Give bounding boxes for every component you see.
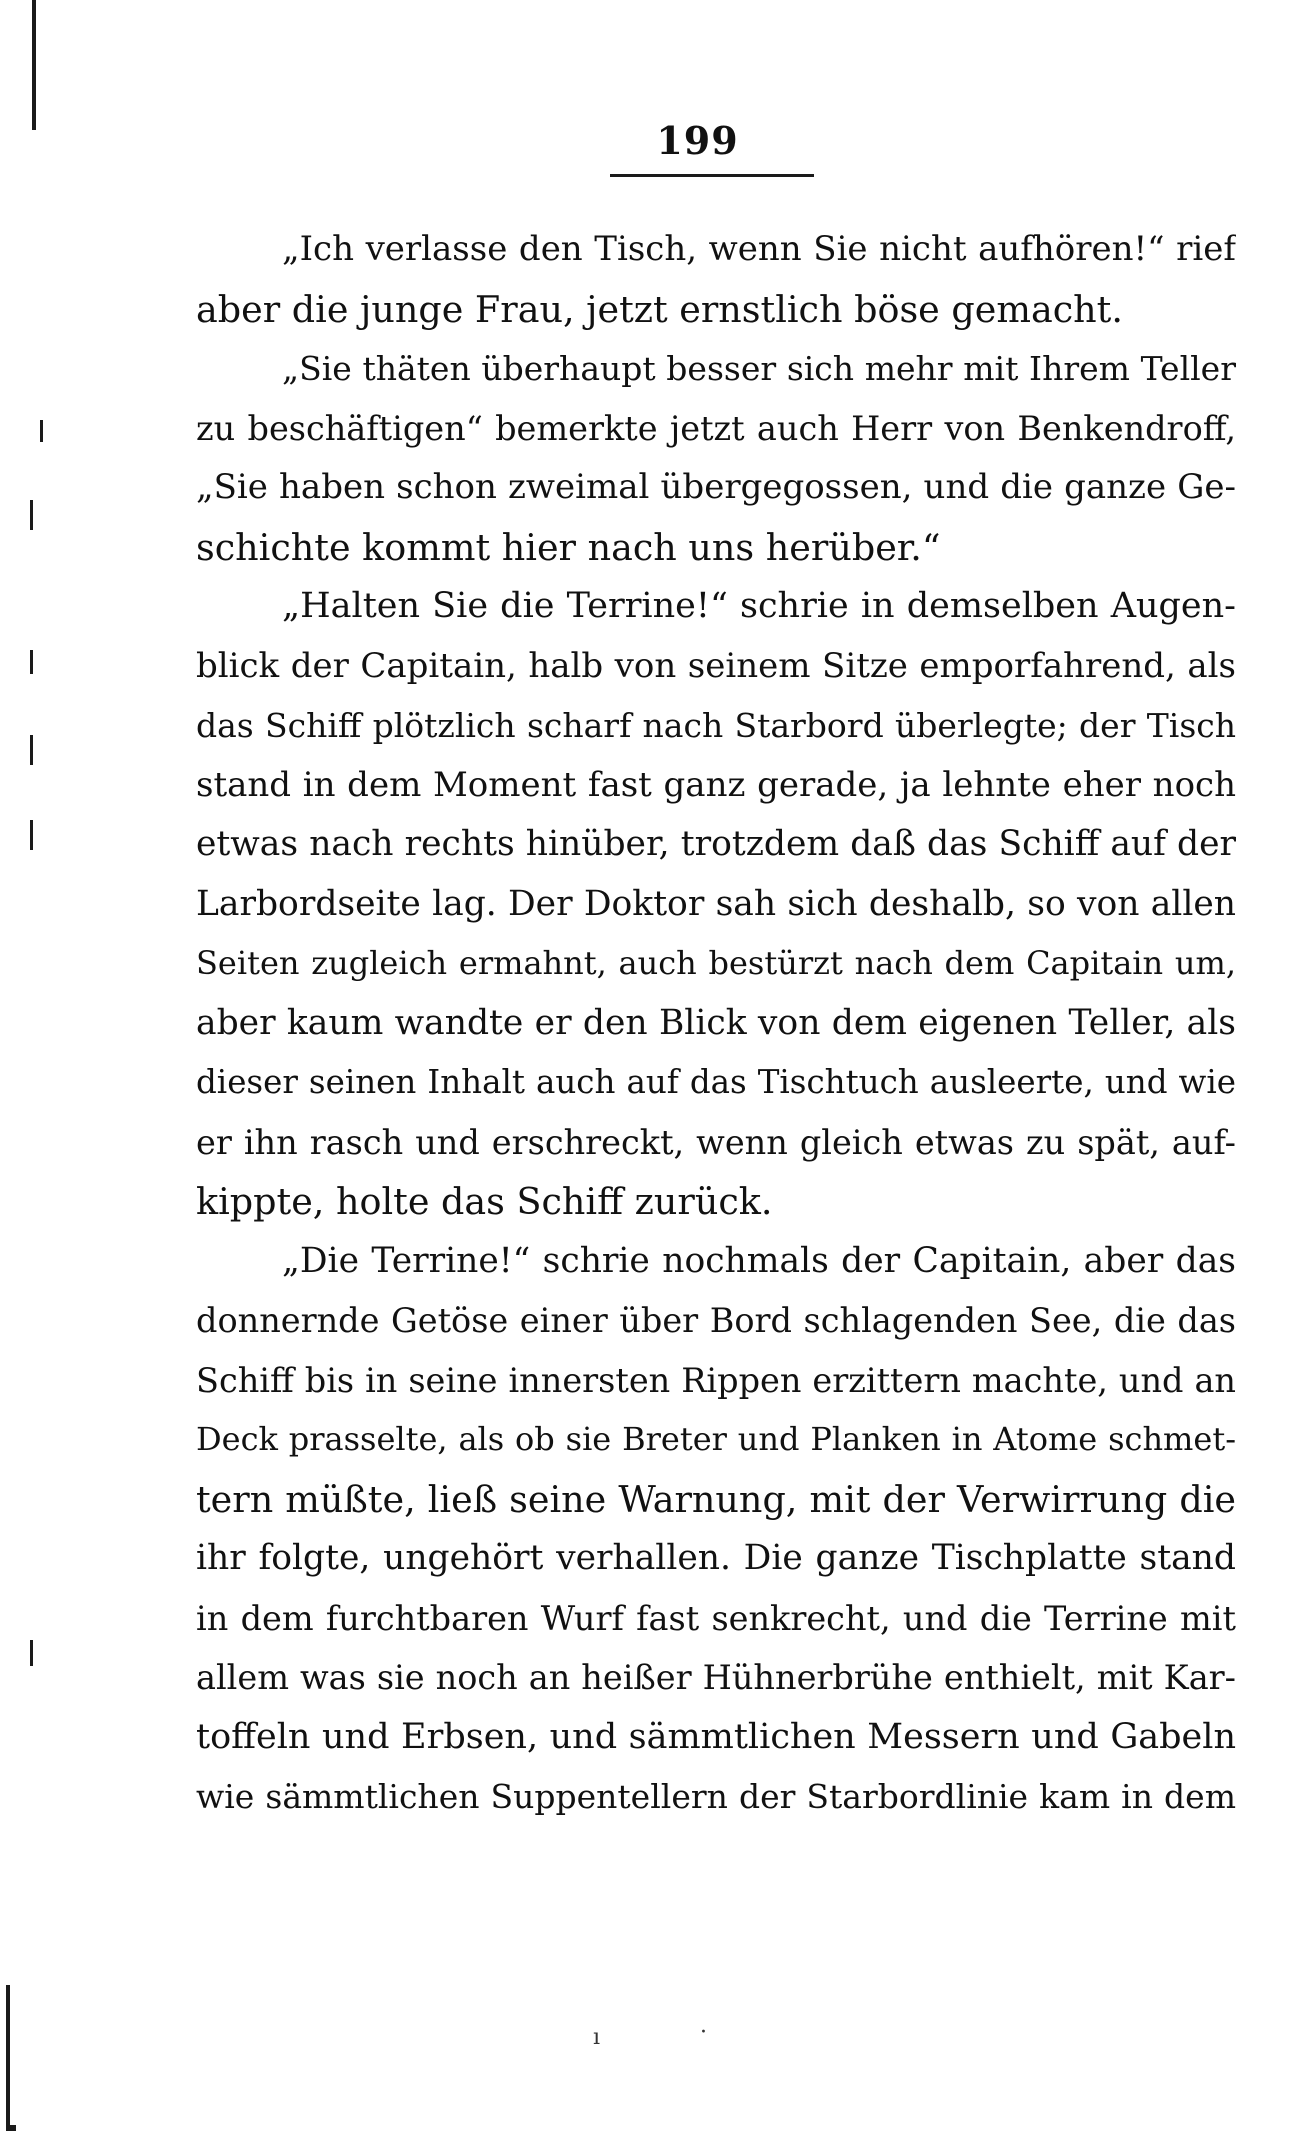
text-line: allem was sie noch an heißer Hühnerbrühe enthielt, mit Kar- — [196, 1658, 1236, 1697]
margin-mark — [30, 820, 33, 850]
text-line: kippte, holte das Schiff zurück. — [196, 1180, 773, 1223]
text-line: Larbordseite lag. Der Doktor sah sich deshalb, so von allen — [196, 883, 1236, 924]
text-line: Deck prasselte, als ob sie Breter und Planken in Atome schmet- — [196, 1420, 1236, 1458]
text-line: aber die junge Frau, jetzt ernstlich böse gemacht. — [196, 287, 1123, 331]
text-line: Schiff bis in seine innersten Rippen erzittern machte, und an — [196, 1360, 1236, 1400]
text-line: „Sie thäten überhaupt besser sich mehr mit Ihrem Teller — [282, 349, 1236, 388]
text-line: tern müßte, ließ seine Warnung, mit der Verwirrung die — [196, 1477, 1236, 1521]
margin-mark — [30, 1640, 33, 1666]
ink-speck: ı — [593, 2025, 601, 2050]
margin-mark — [30, 735, 33, 765]
text-line: zu beschäftigen“ bemerkte jetzt auch Herr von Benkendroff, — [196, 408, 1236, 448]
text-line: stand in dem Moment fast ganz gerade, ja lehnte eher noch — [196, 764, 1236, 805]
header-rule — [610, 174, 814, 177]
ink-speck: · — [700, 2020, 707, 2045]
text-line: „Ich verlasse den Tisch, wenn Sie nicht aufhören!“ rief — [282, 229, 1236, 269]
margin-mark — [30, 500, 33, 530]
text-line: „Die Terrine!“ schrie nochmals der Capitain, aber das — [282, 1240, 1236, 1281]
text-line: „Sie haben schon zweimal übergegossen, und die ganze Ge- — [196, 467, 1236, 507]
text-line: aber kaum wandte er den Blick von dem eigenen Teller, als — [196, 1002, 1236, 1043]
bottom-left-corner-mark — [6, 1985, 16, 2131]
text-line: donnernde Getöse einer über Bord schlagenden See, die das — [196, 1301, 1236, 1340]
text-line: in dem furchtbaren Wurf fast senkrecht, und die Terrine mit — [196, 1598, 1236, 1638]
text-line: „Halten Sie die Terrine!“ schrie in demselben Augen- — [282, 586, 1236, 626]
text-line: Seiten zugleich ermahnt, auch bestürzt nach dem Capitain um, — [196, 944, 1236, 982]
margin-mark — [30, 650, 33, 674]
left-margin-edge — [32, 0, 36, 130]
text-line: toffeln und Erbsen, und sämmtlichen Messern und Gabeln — [196, 1716, 1236, 1757]
margin-mark — [40, 420, 43, 442]
text-line: dieser seinen Inhalt auch auf das Tischtuch ausleerte, und wie — [196, 1063, 1236, 1101]
text-line: etwas nach rechts hinüber, trotzdem daß das Schiff auf der — [196, 824, 1236, 864]
text-line: schichte kommt hier nach uns herüber.“ — [196, 525, 941, 569]
body-text — [196, 220, 1236, 1827]
text-line: wie sämmtlichen Suppentellern der Starbordlinie kam in dem — [196, 1777, 1236, 1816]
page-number: 199 — [656, 118, 739, 163]
page-header — [0, 118, 1315, 163]
text-line: das Schiff plötzlich scharf nach Starbord überlegte; der Tisch — [196, 706, 1236, 745]
text-line: er ihn rasch und erschreckt, wenn gleich etwas zu spät, auf- — [196, 1122, 1236, 1162]
text-line: ihr folgte, ungehört verhallen. Die ganze Tischplatte stand — [196, 1538, 1236, 1578]
text-line: blick der Capitain, halb von seinem Sitze emporfahrend, als — [196, 645, 1236, 686]
